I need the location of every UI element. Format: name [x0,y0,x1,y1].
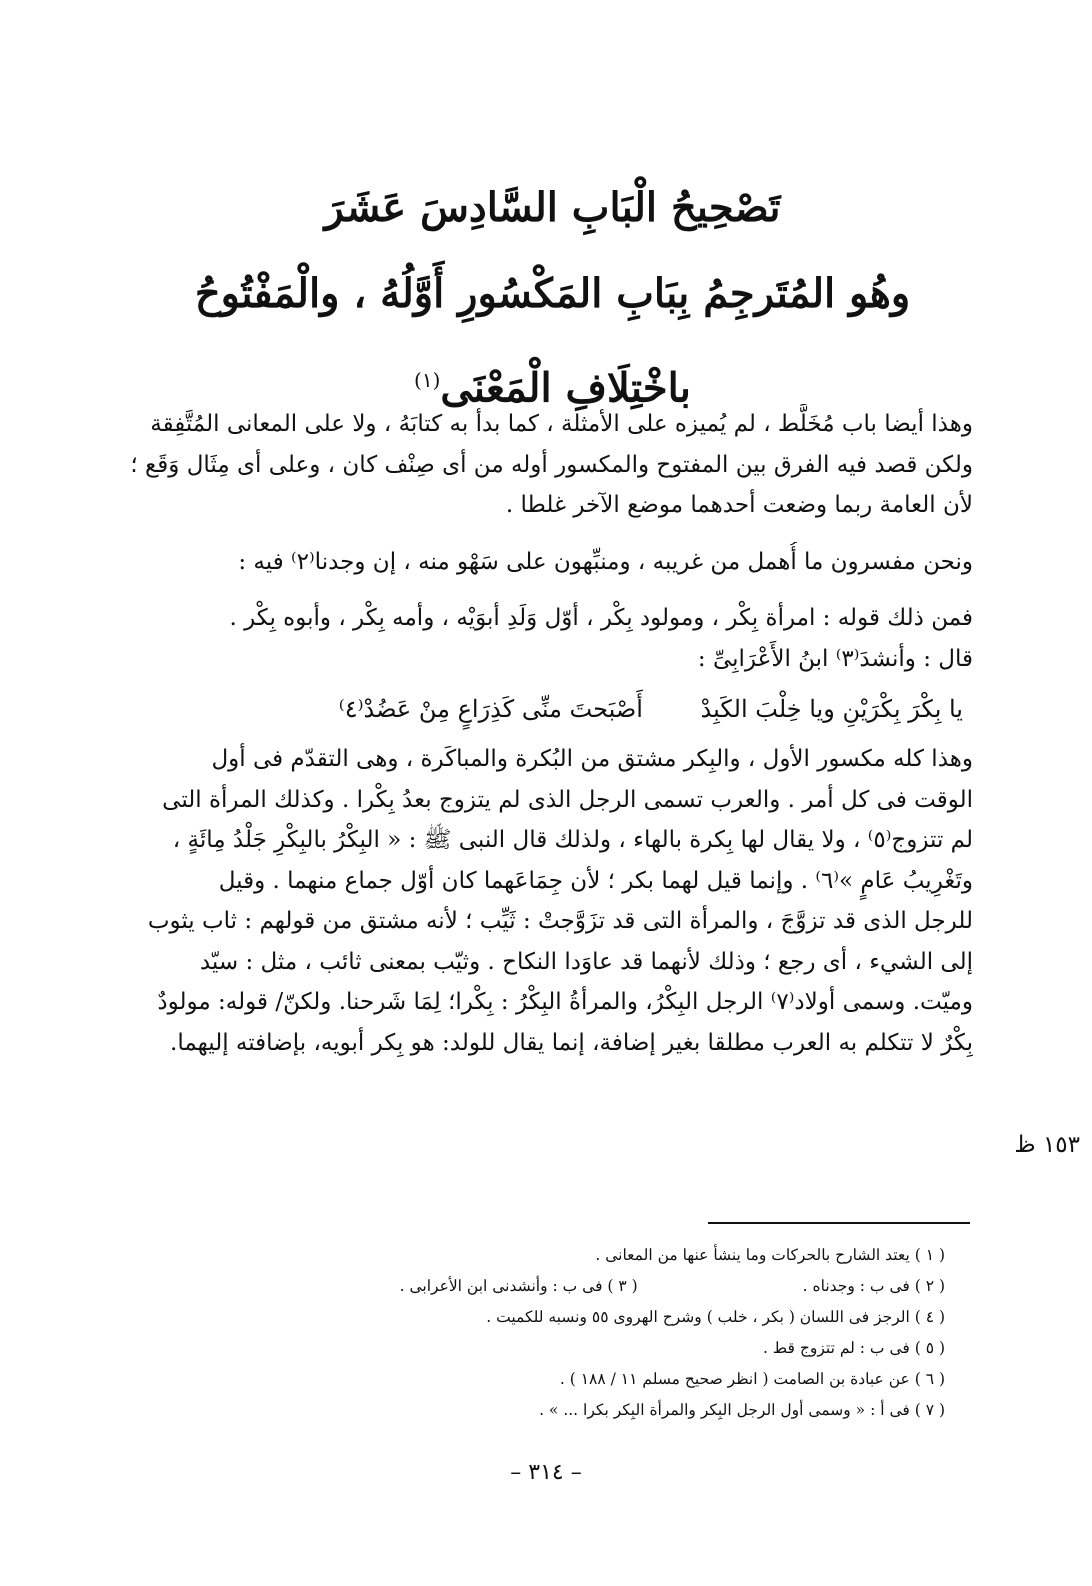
poetry-verse [128,689,973,729]
footnote: ( ١ ) يعتد الشارح بالحركات وما ينشأ عنها من المعانى . [595,1246,945,1264]
verse-second-hemistich: أَصْبَحتَ منِّى كَذِرَاعٍ مِنْ عَضُدْ⁽٤⁾ [338,695,643,723]
text-line: ونحن مفسرون ما أُهمل من غريبه ، ومنبِّهون على سَهْو منه ، إن وجدنا⁽٢⁾ فيه : [238,548,973,575]
text-line: وميّت. وسمى أولاد⁽٧⁾ الرجل البِكْرُ، والمرأةُ البِكْرُ : بِكْرا؛ لِمَا شَرحنا. ولكنّ/ قوله: مولودٌ [157,989,973,1015]
footnote: ( ٤ ) الرجز فى اللسان ( بكر ، خلب ) وشرح الهروى ٥٥ ونسبه للكميت . [486,1308,945,1326]
footnote-separator [708,1222,970,1224]
text-line: لم تتزوج⁽٥⁾ ، ولا يقال لها بِكرة بالهاء ، ولذلك قال النبى ﷺ : « البِكْرُ بالبِكْرِ جَلْدُ مِائَةٍ ، [172,827,973,853]
footnote: ( ٦ ) عن عبادة بن الصامت ( انظر صحيح مسلم ١١ / ١٨٨ ) . [559,1370,945,1388]
text-line: فمن ذلك قوله : امرأة بِكْر ، ومولود بِكْر ، أوّل وَلَدِ أبوَيْه ، وأمه بِكْر ، وأبوه بِكْر . [229,605,973,631]
text-line: وهذا كله مكسور الأول ، والبِكر مشتق من البُكرة والمباكَرة ، وهى التقدّم فى أول [211,746,973,772]
footnotes [200,1240,945,1426]
verse-first-hemistich: يا بِكْرَ بِكْرَيْنِ ويا خِلْبَ الكَبِدْ [700,695,963,723]
footnote: ( ٢ ) فى ب : وجدناه . [802,1277,945,1295]
footnote: ( ٧ ) فى أ : « وسمى أول الرجل البِكر والمرأة البِكر بكرا ... » . [539,1401,945,1419]
footnote-ref: (١) [414,368,441,392]
main-text [128,404,973,1063]
text-line: لأن العامة ربما وضعت أحدهما موضع الآخر غلطا . [505,492,973,518]
text-line: إلى الشيء ، أى رجع ؛ وذلك لأنهما قد عاوَدا النكاح . وثيّب بمعنى ثائب ، مثل : سيّد [199,948,973,975]
footnote: ( ٥ ) فى ب : لم تتزوج قط . [762,1339,945,1357]
chapter-subtitle: وهُو المُتَرجِمُ بِبَابِ المَكْسُورِ أَوَّلُهُ ، والْمَفْتُوحُ [194,270,911,317]
text-line: وهذا أيضا باب مُخَلَّط ، لم يُميزه على الأمثلة ، كما بدأ به كتابَهُ ، ولا على المعانى المُتَّفِقة [150,411,973,437]
text-line: للرجل الذى قد تزوَّجَ ، والمرأة التى قد تزَوَّجتْ : ثَيِّب ؛ لأنه مشتق من قولهم : ثاب يثوب [147,908,973,934]
footnote-row [200,1271,945,1302]
text-line: ولكن قصد فيه الفرق بين المفتوح والمكسور أوله من أى صِنْف كان ، وعلى أى مِثَال وَقَع ؛ [130,451,973,478]
text-line: وتَغْرِيبُ عَامٍ »⁽٦⁾ . وإنما قيل لهما بكر ؛ لأن جِمَاعَهما كان أوّل جماع منهما . وقيل [218,867,973,894]
chapter-heading [130,165,975,431]
footnote: ( ٣ ) فى ب : وأنشدنى ابن الأعرابى . [399,1277,638,1295]
text-line: بِكْرٌ لا تتكلم به العرب مطلقا بغير إضافة، إنما يقال للولد: هو بِكر أبويه، بإضافته إليهما. [170,1029,973,1056]
text-line: قال : وأنشدَ⁽٣⁾ ابنُ الأَعْرَابِىِّ : [697,645,973,672]
page-number: – ٣١٤ – [510,1460,582,1485]
manuscript-folio-marker: ١٥٣ ظ [1014,1132,1080,1158]
chapter-subtitle-text: باخْتِلَافِ الْمَعْنَى [440,364,691,412]
text-line: الوقت فى كل أمر . والعرب تسمى الرجل الذى لم يتزوج بعدُ بِكْرا . وكذلك المرأة التى [162,786,973,813]
chapter-title: تَصْحِيحُ الْبَابِ السَّادِسَ عَشَرَ [324,184,781,231]
